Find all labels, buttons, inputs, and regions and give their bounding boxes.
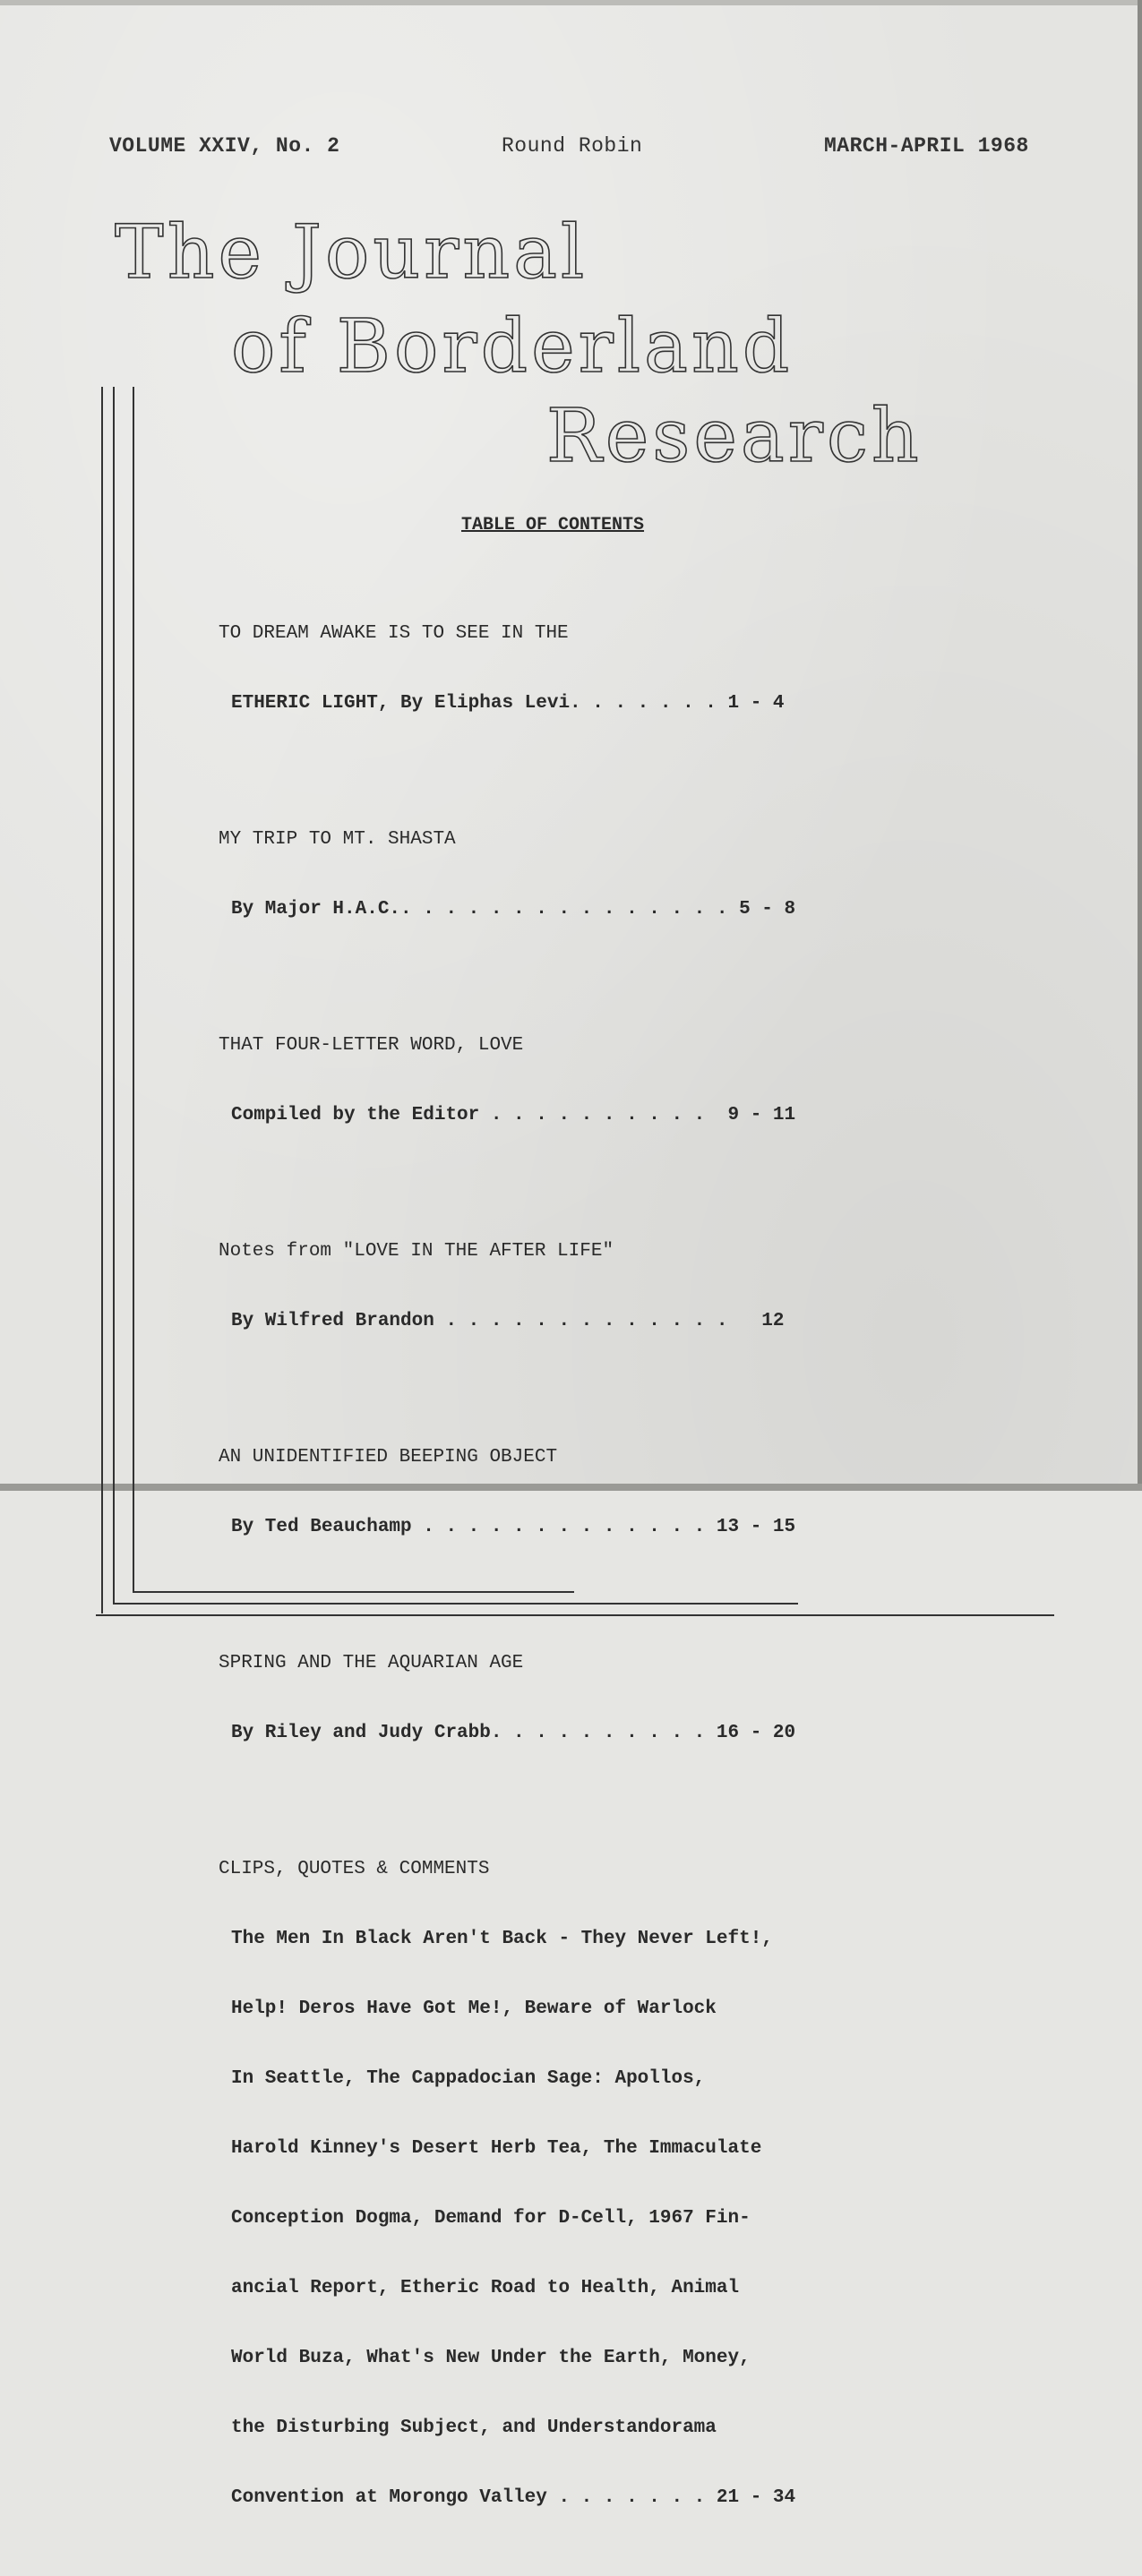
clips-line: the Disturbing Subject, and Understandorama <box>231 2418 717 2438</box>
clips-line: Harold Kinney's Desert Herb Tea, The Immaculate <box>231 2138 762 2159</box>
toc-entry-byline: Compiled by the Editor . . . . . . . . . . 9 - 11 <box>231 1105 796 1125</box>
toc-entry-title: THAT FOUR-LETTER WORD, LOVE <box>219 1035 524 1056</box>
toc-entry-title: SPRING AND THE AQUARIAN AGE <box>219 1653 524 1673</box>
masthead-line-3: Research <box>546 394 923 479</box>
clips-line: Convention at Morongo Valley . . . . . . . 21 - 34 <box>231 2487 796 2508</box>
clips-line: World Buza, What's New Under the Earth, Money, <box>231 2348 751 2368</box>
border-vline-middle <box>113 387 115 1603</box>
date-label: MARCH-APRIL 1968 <box>824 134 1029 158</box>
border-vline-inner <box>133 387 134 1591</box>
toc-entry-byline: By Ted Beauchamp . . . . . . . . . . . . . 13 - 15 <box>231 1517 796 1537</box>
series-label: Round Robin <box>502 134 643 158</box>
toc-entry-clips <box>219 1811 908 2556</box>
toc-entry <box>219 1605 908 1792</box>
toc-entry-title: AN UNIDENTIFIED BEEPING OBJECT <box>219 1447 558 1468</box>
border-vline-outer <box>101 387 103 1613</box>
clips-line: In Seattle, The Cappadocian Sage: Apollos, <box>231 2068 706 2089</box>
toc-entry-title: MY TRIP TO MT. SHASTA <box>219 829 456 850</box>
masthead-line-2: of Borderland <box>231 304 794 389</box>
clips-line: The Men In Black Aren't Back - They Never Left!, <box>231 1929 773 1949</box>
toc-entry <box>219 576 908 762</box>
toc-entry <box>219 988 908 1174</box>
toc-entry-byline: ETHERIC LIGHT, By Eliphas Levi. . . . . . . 1 - 4 <box>231 693 785 714</box>
toc-entry <box>219 1194 908 1380</box>
toc-entry-title: CLIPS, QUOTES & COMMENTS <box>219 1859 490 1879</box>
clips-line: Help! Deros Have Got Me!, Beware of Warlock <box>231 1998 717 2019</box>
clips-line: ancial Report, Etheric Road to Health, Animal <box>231 2278 740 2298</box>
volume-label: VOLUME XXIV, No. 2 <box>109 134 340 158</box>
page-right-edge <box>1138 0 1142 1491</box>
page-top-edge <box>0 0 1142 5</box>
toc-entry-byline: By Riley and Judy Crabb. . . . . . . . . . 16 - 20 <box>231 1723 796 1743</box>
clips-line: Conception Dogma, Demand for D-Cell, 1967 Fin- <box>231 2208 751 2229</box>
toc-entry-title: TO DREAM AWAKE IS TO SEE IN THE <box>219 623 569 644</box>
toc-entry <box>219 782 908 968</box>
toc-entry-byline: By Wilfred Brandon . . . . . . . . . . . . . 12 <box>231 1311 785 1331</box>
masthead-line-1: The Journal <box>115 210 588 295</box>
toc-entry-byline: By Major H.A.C.. . . . . . . . . . . . . . . 5 - 8 <box>231 899 796 920</box>
toc-heading: TABLE OF CONTENTS <box>461 515 645 535</box>
toc-entry-title: Notes from "LOVE IN THE AFTER LIFE" <box>219 1241 614 1262</box>
table-of-contents <box>219 576 908 2576</box>
toc-entry <box>219 1399 908 1586</box>
